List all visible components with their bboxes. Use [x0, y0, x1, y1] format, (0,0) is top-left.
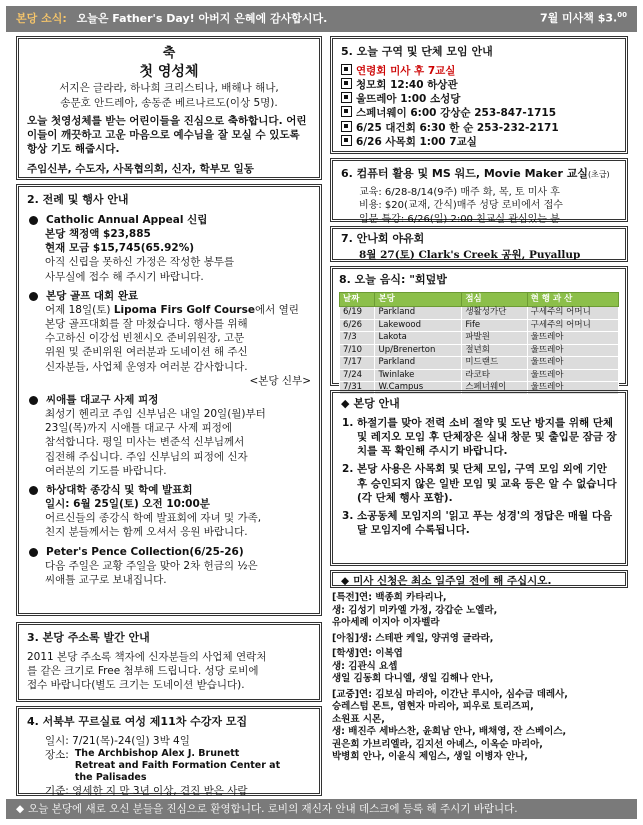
diamond-icon: ◆: [16, 802, 25, 815]
golf-line-1c: 에서 열린: [254, 303, 299, 316]
cell: Lakewood: [375, 319, 462, 331]
bullet-dot-icon: [29, 548, 38, 557]
cell: 6/26: [340, 319, 375, 331]
checkbox-icon: [341, 135, 352, 146]
cell: 7/17: [340, 357, 375, 369]
section-food: [330, 266, 628, 393]
food-table-header: [340, 292, 619, 306]
table-row: [340, 357, 619, 369]
section-anna-picnic: [330, 226, 628, 262]
col-snack: 현 행 과 산: [527, 292, 618, 306]
peters-pence-line-1: 다음 주일은 교황 주일을 맞아 2차 헌금의 ½은: [45, 559, 258, 572]
checkbox-icon: [341, 106, 352, 117]
cursillo-place-name: [75, 748, 280, 784]
communion-title: 첫 영성체: [139, 63, 199, 80]
bullet-hasang: [27, 483, 311, 497]
mass-line: 권은희 가브리엘라, 김지선 아녜스, 이옥순 마리아,: [332, 738, 543, 750]
meeting-text: 6/25 대건회 6:30 한 순 253-232-2171: [356, 121, 559, 134]
peters-pence-title: Peter's Pence Collection(6/25-26): [46, 545, 244, 558]
footer-text: 오늘 본당에 새로 오신 분들을 진심으로 환영합니다. 로비의 재신자 안내 데스크에 등록 해 주시기 바랍니다.: [28, 802, 518, 815]
mass-line: 생일 김동희 다니엘, 생일 김해나 안나,: [332, 673, 494, 685]
mass-title: [341, 574, 617, 588]
communion-names-1: 서지은 글라라, 하나희 크리스티나, 배해나 해나,: [59, 82, 279, 95]
cell: Parkland: [375, 307, 462, 319]
meeting-row: [341, 64, 617, 78]
section-computer-class: [330, 158, 628, 225]
header-right: [540, 11, 627, 27]
meeting-row: [341, 78, 617, 92]
retreat-line-2: 23일(목)까지 시애틀 대교구 사제 피정에: [45, 422, 233, 435]
mass-title-text: 미사 신청은 최소 일주일 전에 해 주십시오.: [353, 575, 552, 587]
cursillo-place-label: 장소:: [45, 749, 69, 762]
meeting-row: [341, 106, 617, 120]
bullet-dot-icon: [29, 396, 38, 405]
list-item: 2. 본당 사용은 사목회 및 단체 모임, 구역 모임 외에 기안 후 승인되지 않은 일반 모임 및 교육 등은 알 수 없습니다(각 단체 행사 포함).: [357, 462, 617, 505]
section-5-title: 5. 오늘 구역 및 단체 모임 안내: [341, 45, 493, 58]
bullet-dot-icon: [29, 292, 38, 301]
bullet-annual-appeal: [27, 213, 311, 227]
meeting-text: 스페너웨이 6:00 강상순 253-847-1715: [356, 107, 557, 120]
cell: 7/3: [340, 332, 375, 344]
section-meetings: [330, 36, 628, 154]
hasang-date: 일시: 6월 25일(토) 오전 10:00분: [45, 498, 210, 511]
meeting-row: [341, 92, 617, 106]
mass-line: 생: 김성기 미카엘 가정, 강갑순 노엘라,: [332, 604, 498, 616]
cell: Parkland: [375, 357, 462, 369]
food-today: "회덮밥: [409, 273, 447, 286]
meeting-row: [341, 121, 617, 135]
notice-list: [341, 416, 617, 537]
cell: W.Campus: [375, 382, 462, 394]
checkbox-icon: [341, 92, 352, 103]
meeting-text: 연령회 미사 후 7교실: [356, 64, 456, 77]
cell: 7/10: [340, 344, 375, 356]
appeal-target: 본당 책정액 $23,885: [45, 228, 151, 241]
header-bar: [6, 6, 637, 32]
bullet-dot-icon: [29, 486, 38, 495]
hasang-line-3: 친지 분들께서는 함께 오셔서 응원 바랍니다.: [45, 526, 248, 539]
communion-signature: 주임신부, 수도자, 사목협의회, 신자, 학부모 일동: [27, 163, 254, 176]
checkbox-icon: [341, 64, 352, 75]
peters-pence-line-2: 씨애틀 교구로 보내집니다.: [45, 573, 167, 586]
directory-line-3: 접수 바랍니다(별도 크기는 도네이션 받습니다).: [27, 679, 245, 692]
col-parish: 본당: [375, 292, 462, 306]
table-row: [340, 369, 619, 381]
cell: 울뜨레아: [527, 357, 618, 369]
col-date: 날짜: [340, 292, 375, 306]
mass-intentions-list: [332, 592, 628, 764]
directory-line-1: 2011 본당 주소록 책자에 신자분들의 사업체 연락처: [27, 650, 267, 663]
golf-line-3: 수고하신 이강섭 빈첸시오 준비위원장, 고문: [45, 332, 245, 345]
appeal-title: Catholic Annual Appeal 신립: [46, 213, 208, 226]
cell: 미드랜드: [462, 357, 527, 369]
first-communion-box: [16, 36, 322, 180]
hasang-title: 하상대학 종강식 및 학예 발표회: [46, 483, 193, 496]
golf-line-1a: 어제 18일(토): [45, 303, 114, 316]
retreat-line-1: 최성기 헨리코 주임 신부님은 내일 20일(월)부터: [45, 408, 266, 421]
communion-names-2: 송문호 안드레아, 송동준 베르나르도(이상 5명).: [60, 96, 278, 109]
checkbox-icon: [341, 78, 352, 89]
cursillo-place-line-2: Retreat and Faith Formation Center at: [74, 759, 281, 771]
cell: 6/19: [340, 307, 375, 319]
cell: 울뜨레아: [527, 332, 618, 344]
checkbox-icon: [341, 121, 352, 132]
appeal-line-3: 아직 신립을 못하신 가정은 작성한 봉투를: [45, 256, 235, 269]
table-row: [340, 307, 619, 319]
bullet-dot-icon: [29, 216, 38, 225]
golf-line-2: 본당 골프대회를 잘 마쳤습니다. 행사를 위해: [45, 318, 248, 331]
cursillo-place: [27, 748, 311, 784]
retreat-line-4: 집전해 주십니다. 주임 신부님의 피정에 신자: [45, 450, 248, 463]
golf-course-name: Lipoma Firs Golf Course: [113, 303, 255, 316]
section-4-title: 4. 서북부 꾸르실료 여성 제11차 수강자 모집: [27, 715, 248, 728]
section-8-title: [339, 273, 619, 288]
cell: Lakota: [375, 332, 462, 344]
section-parish-notice: [330, 390, 628, 566]
bullet-golf: [27, 289, 311, 303]
cell: 7/31: [340, 382, 375, 394]
computer-class-line-1: 교육: 6/28-8/14(9주) 매주 화, 목, 토 미사 후: [359, 186, 560, 198]
cursillo-place-line-1: The Archbishop Alex J. Brunett: [74, 748, 240, 760]
cell: Up/Brenerton: [375, 344, 462, 356]
section-liturgy-events: [16, 184, 322, 616]
footer-bar: [6, 799, 637, 819]
picnic-details: 8월 27(토) Clark's Creek 공원, Puyallup: [359, 248, 581, 261]
header-left: [16, 12, 327, 27]
directory-line-2: 를 같은 크기로 Free 첨부해 드립니다. 성당 로비에: [27, 665, 259, 678]
cell: 구세주의 어머니: [527, 319, 618, 331]
cell: 울뜨레아: [527, 382, 618, 394]
golf-line-1: [27, 303, 311, 317]
retreat-title: 씨애틀 대교구 사제 피정: [46, 393, 159, 406]
cell: 스페너웨이: [462, 382, 527, 394]
cell: Fife: [462, 319, 527, 331]
list-item: 3. 소공동체 모임지의 '읽고 푸는 성경'의 정답은 매월 다음달 모임지에 수록됩니다.: [357, 509, 617, 537]
cell: 생활성가단: [462, 307, 527, 319]
congrats-mark: 축: [162, 46, 176, 61]
cell: 구세주의 어머니: [527, 307, 618, 319]
header-tag: 본당 소식:: [16, 11, 67, 25]
cursillo-date: 일시: 7/21(목)-24(일) 3박 4일: [45, 734, 190, 747]
communion-message: 오늘 첫영성체를 받는 어린이들을 진심으로 축하합니다. 어린이들이 깨끗하고 고운 마음으로 예수님을 잘 모실 수 있도록 항상 기도 해줍시다.: [27, 114, 307, 156]
cell: 파발원: [462, 332, 527, 344]
col-lunch: 점심: [462, 292, 527, 306]
section-2-title: 2. 전례 및 행사 안내: [27, 193, 129, 206]
table-row: [340, 332, 619, 344]
meeting-text: 6/26 사목회 1:00 7교실: [356, 135, 477, 148]
notice-title: [341, 397, 617, 412]
bullet-retreat: [27, 393, 311, 407]
notice-title-text: 본당 안내: [353, 397, 400, 410]
mass-line: 승레스텀 몬트, 염현자 마리아, 피우로 토리즈피,: [332, 701, 534, 713]
cell: 라코타: [462, 369, 527, 381]
list-item: 1. 하절기를 맞아 전력 소비 절약 및 도난 방지를 위해 단체 및 레지오 모임 후 단체장은 실내 창문 및 출입문 잠금 장치를 꼭 확인해 주시기 바랍니다.: [357, 416, 617, 459]
cell: 울뜨레아: [527, 369, 618, 381]
header-message: 오늘은 Father's Day! 아버지 은혜에 감사합시다.: [76, 11, 328, 25]
section-7-title: 7. 안나회 야유회: [341, 232, 425, 245]
section-cursillo: [16, 706, 322, 796]
table-row: [340, 319, 619, 331]
computer-class-line-2: 비용: $20(교재, 간식)매주 성당 로비에서 접수: [359, 200, 563, 212]
computer-class-line-3: 입문 특강: 6/26(일) 2:00 친교실 관심있는 분: [359, 213, 560, 225]
golf-signature: <본당 신부>: [249, 374, 311, 387]
golf-title: 본당 골프 대회 완료: [46, 289, 139, 302]
retreat-line-5: 여러분의 기도를 바랍니다.: [45, 464, 167, 477]
missal-price: 7월 미사책 $3.: [539, 11, 618, 25]
mass-line: 박병희 안나, 이윤식 제임스, 생일 이병자 안나,: [332, 751, 528, 763]
cursillo-place-line-3: the Palisades: [74, 771, 147, 783]
computer-class-title: 6. 컴퓨터 활용 및 MS 워드, Movie Maker 교실: [341, 167, 588, 180]
cursillo-criteria: 기준: 영세한 지 만 3년 이상, 견진 받은 사람: [45, 784, 248, 797]
golf-line-5: 신자분들, 사업체 운영자 여러분 감사합니다.: [45, 360, 248, 373]
food-schedule-table: [339, 292, 619, 395]
mass-line: [특전]연: 백종희 카타리나,: [332, 592, 447, 603]
food-title: 8. 오늘 음식:: [339, 273, 406, 286]
section-6-title: [341, 167, 617, 182]
cell: Twinlake: [375, 369, 462, 381]
appeal-line-4: 사무실에 접수 해 주시기 바랍니다.: [45, 270, 204, 283]
section-mass-intentions: [330, 570, 628, 588]
mass-line: 생: 김관식 요셉: [332, 660, 398, 672]
table-row: [340, 344, 619, 356]
cell: 절년회: [462, 344, 527, 356]
bullet-peters-pence: [27, 545, 311, 559]
computer-class-level: (초급): [587, 170, 610, 179]
mass-line: [교중]연: 김보심 마리아, 이간난 루시아, 심수금 데레사,: [332, 688, 568, 700]
diamond-icon: ◆: [341, 397, 350, 410]
missal-price-cents: 00: [617, 11, 627, 20]
retreat-line-3: 참석합니다. 평일 미사는 변준석 신부님께서: [45, 436, 245, 449]
cell: 울뜨레아: [527, 344, 618, 356]
mass-line: 소원표 시몬,: [332, 713, 385, 725]
meeting-row: [341, 135, 617, 149]
diamond-icon: ◆: [341, 575, 350, 587]
golf-line-4: 위원 및 준비위원 여러분과 도네이션 해 주신: [45, 346, 248, 359]
mass-line: [아침]생: 스테판 케일, 양귀영 글라라,: [332, 632, 494, 644]
meeting-text: 청모회 12:40 하상관: [356, 79, 458, 92]
appeal-current: 현재 모금 $15,745(65.92%): [45, 242, 195, 255]
mass-line: 생: 배진주 세바스찬, 윤희남 안나, 배채영, 잔 스베이스,: [332, 726, 567, 738]
hasang-line-2: 어르신들의 종강식 학예 발표회에 자녀 및 가족,: [45, 512, 262, 525]
section-directory: [16, 622, 322, 702]
mass-line: [학생]연: 이복엽: [332, 648, 403, 660]
section-3-title: 3. 본당 주소록 발간 안내: [27, 631, 150, 644]
mass-line: 유아세례 이지아 이자벨라: [332, 617, 440, 629]
cell: 7/24: [340, 369, 375, 381]
meeting-text: 울뜨레아 1:00 소성당: [356, 93, 461, 106]
